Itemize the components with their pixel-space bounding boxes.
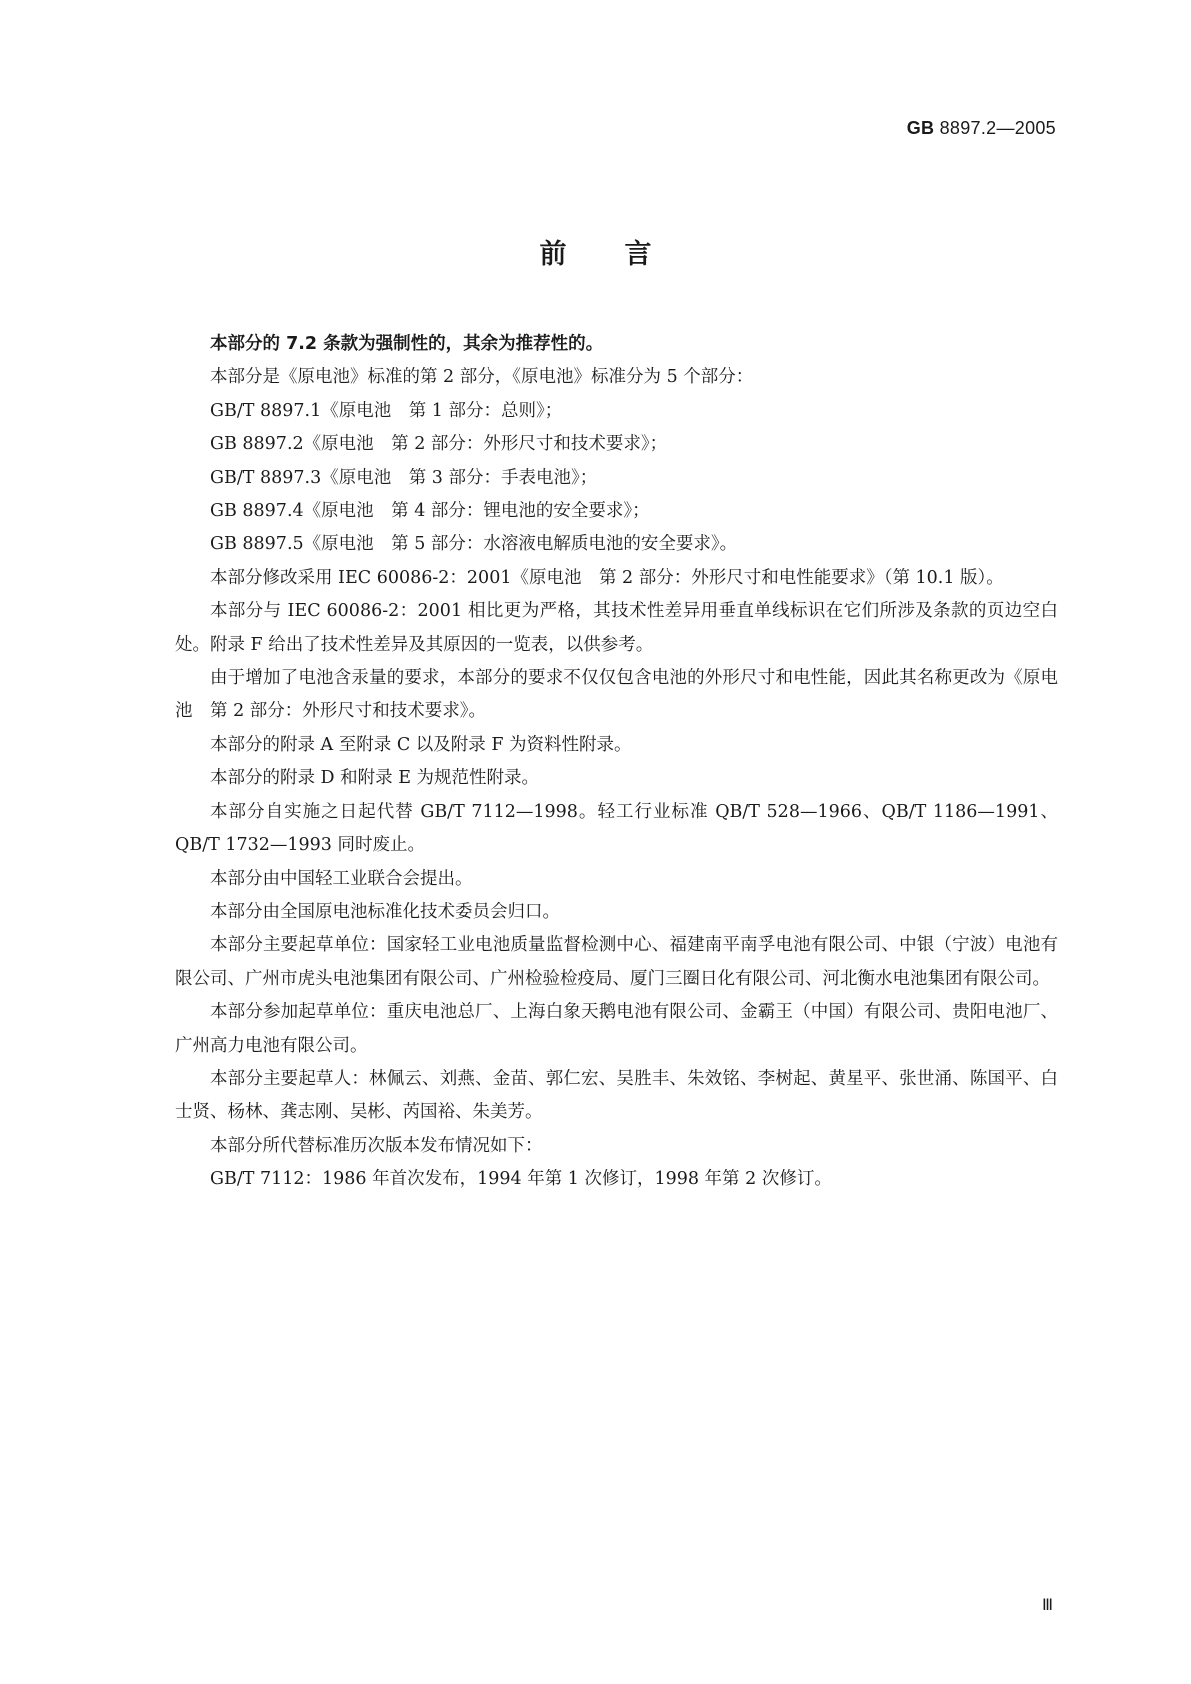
part-list-item: GB 8897.2《原电池 第 2 部分：外形尺寸和技术要求》； xyxy=(210,434,668,455)
paragraph: 本部分是《原电池》标准的第 2 部分，《原电池》标准分为 5 个部分： xyxy=(210,367,754,388)
paragraph: 本部分的附录 A 至附录 C 以及附录 F 为资料性附录。 xyxy=(210,734,632,755)
paragraph: 本部分主要起草人：林佩云、刘燕、金苗、郭仁宏、吴胜丰、朱效铭、李树起、黄星平、张世涌、陈国平、白士贤、杨林、龚志刚、吴彬、芮国裕、朱美芳。 xyxy=(175,1068,1058,1123)
foreword-body xyxy=(175,328,1058,1197)
paragraph: 本部分与 IEC 60086-2：2001 相比更为严格，其技术性差异用垂直单线标识在它们所涉及条款的页边空白处。附录 F 给出了技术性差异及其原因的一览表，以供参考。 xyxy=(175,601,1058,655)
paragraph: 由于增加了电池含汞量的要求，本部分的要求不仅仅包含电池的外形尺寸和电性能，因此其名称更改为《原电池 第 2 部分：外形尺寸和技术要求》。 xyxy=(175,668,1058,722)
part-list-item: GB 8897.5《原电池 第 5 部分：水溶液电解质电池的安全要求》。 xyxy=(210,534,738,555)
paragraph: GB/T 7112：1986 年首次发布，1994 年第 1 次修订，1998 年第 2 次修订。 xyxy=(210,1169,832,1190)
part-list-item: GB/T 8897.3《原电池 第 3 部分：手表电池》； xyxy=(210,467,598,488)
paragraph: 本部分自实施之日起代替 GB/T 7112—1998。轻工行业标准 QB/T 528—1966、QB/T 1186—1991、QB/T 1732—1993 同时废止。 xyxy=(175,801,1058,856)
paragraph: 本部分的附录 D 和附录 E 为规范性附录。 xyxy=(210,768,540,789)
paragraph: 本部分修改采用 IEC 60086-2：2001《原电池 第 2 部分：外形尺寸和电性能要求》（第 10.1 版）。 xyxy=(210,567,1004,588)
title-char-1: 前 xyxy=(539,239,567,270)
part-list-item: GB/T 8897.1《原电池 第 1 部分：总则》； xyxy=(210,400,563,421)
paragraph: 本部分参加起草单位：重庆电池总厂、上海白象天鹅电池有限公司、金霸王（中国）有限公司、贵阳电池厂、广州高力电池有限公司。 xyxy=(175,1002,1058,1056)
part-list-item: GB 8897.4《原电池 第 4 部分：锂电池的安全要求》； xyxy=(210,501,650,522)
standard-code: 8897.2—2005 xyxy=(934,118,1056,138)
mandatory-clause-statement: 本部分的 7.2 条款为强制性的，其余为推荐性的。 xyxy=(210,334,604,354)
title-char-2: 言 xyxy=(624,239,652,270)
paragraph: 本部分由全国原电池标准化技术委员会归口。 xyxy=(210,901,560,922)
paragraph: 本部分由中国轻工业联合会提出。 xyxy=(210,868,473,889)
page-title xyxy=(0,232,1191,271)
paragraph: 本部分所代替标准历次版本发布情况如下： xyxy=(210,1135,543,1156)
standard-prefix: GB xyxy=(906,118,935,138)
page-number: Ⅲ xyxy=(1041,1597,1053,1614)
standard-number xyxy=(907,118,1056,139)
paragraph: 本部分主要起草单位：国家轻工业电池质量监督检测中心、福建南平南孚电池有限公司、中银（宁波）电池有限公司、广州市虎头电池集团有限公司、广州检验检疫局、厦门三圈日化有限公司、河北衡水电池集团有限公司。 xyxy=(175,935,1058,989)
